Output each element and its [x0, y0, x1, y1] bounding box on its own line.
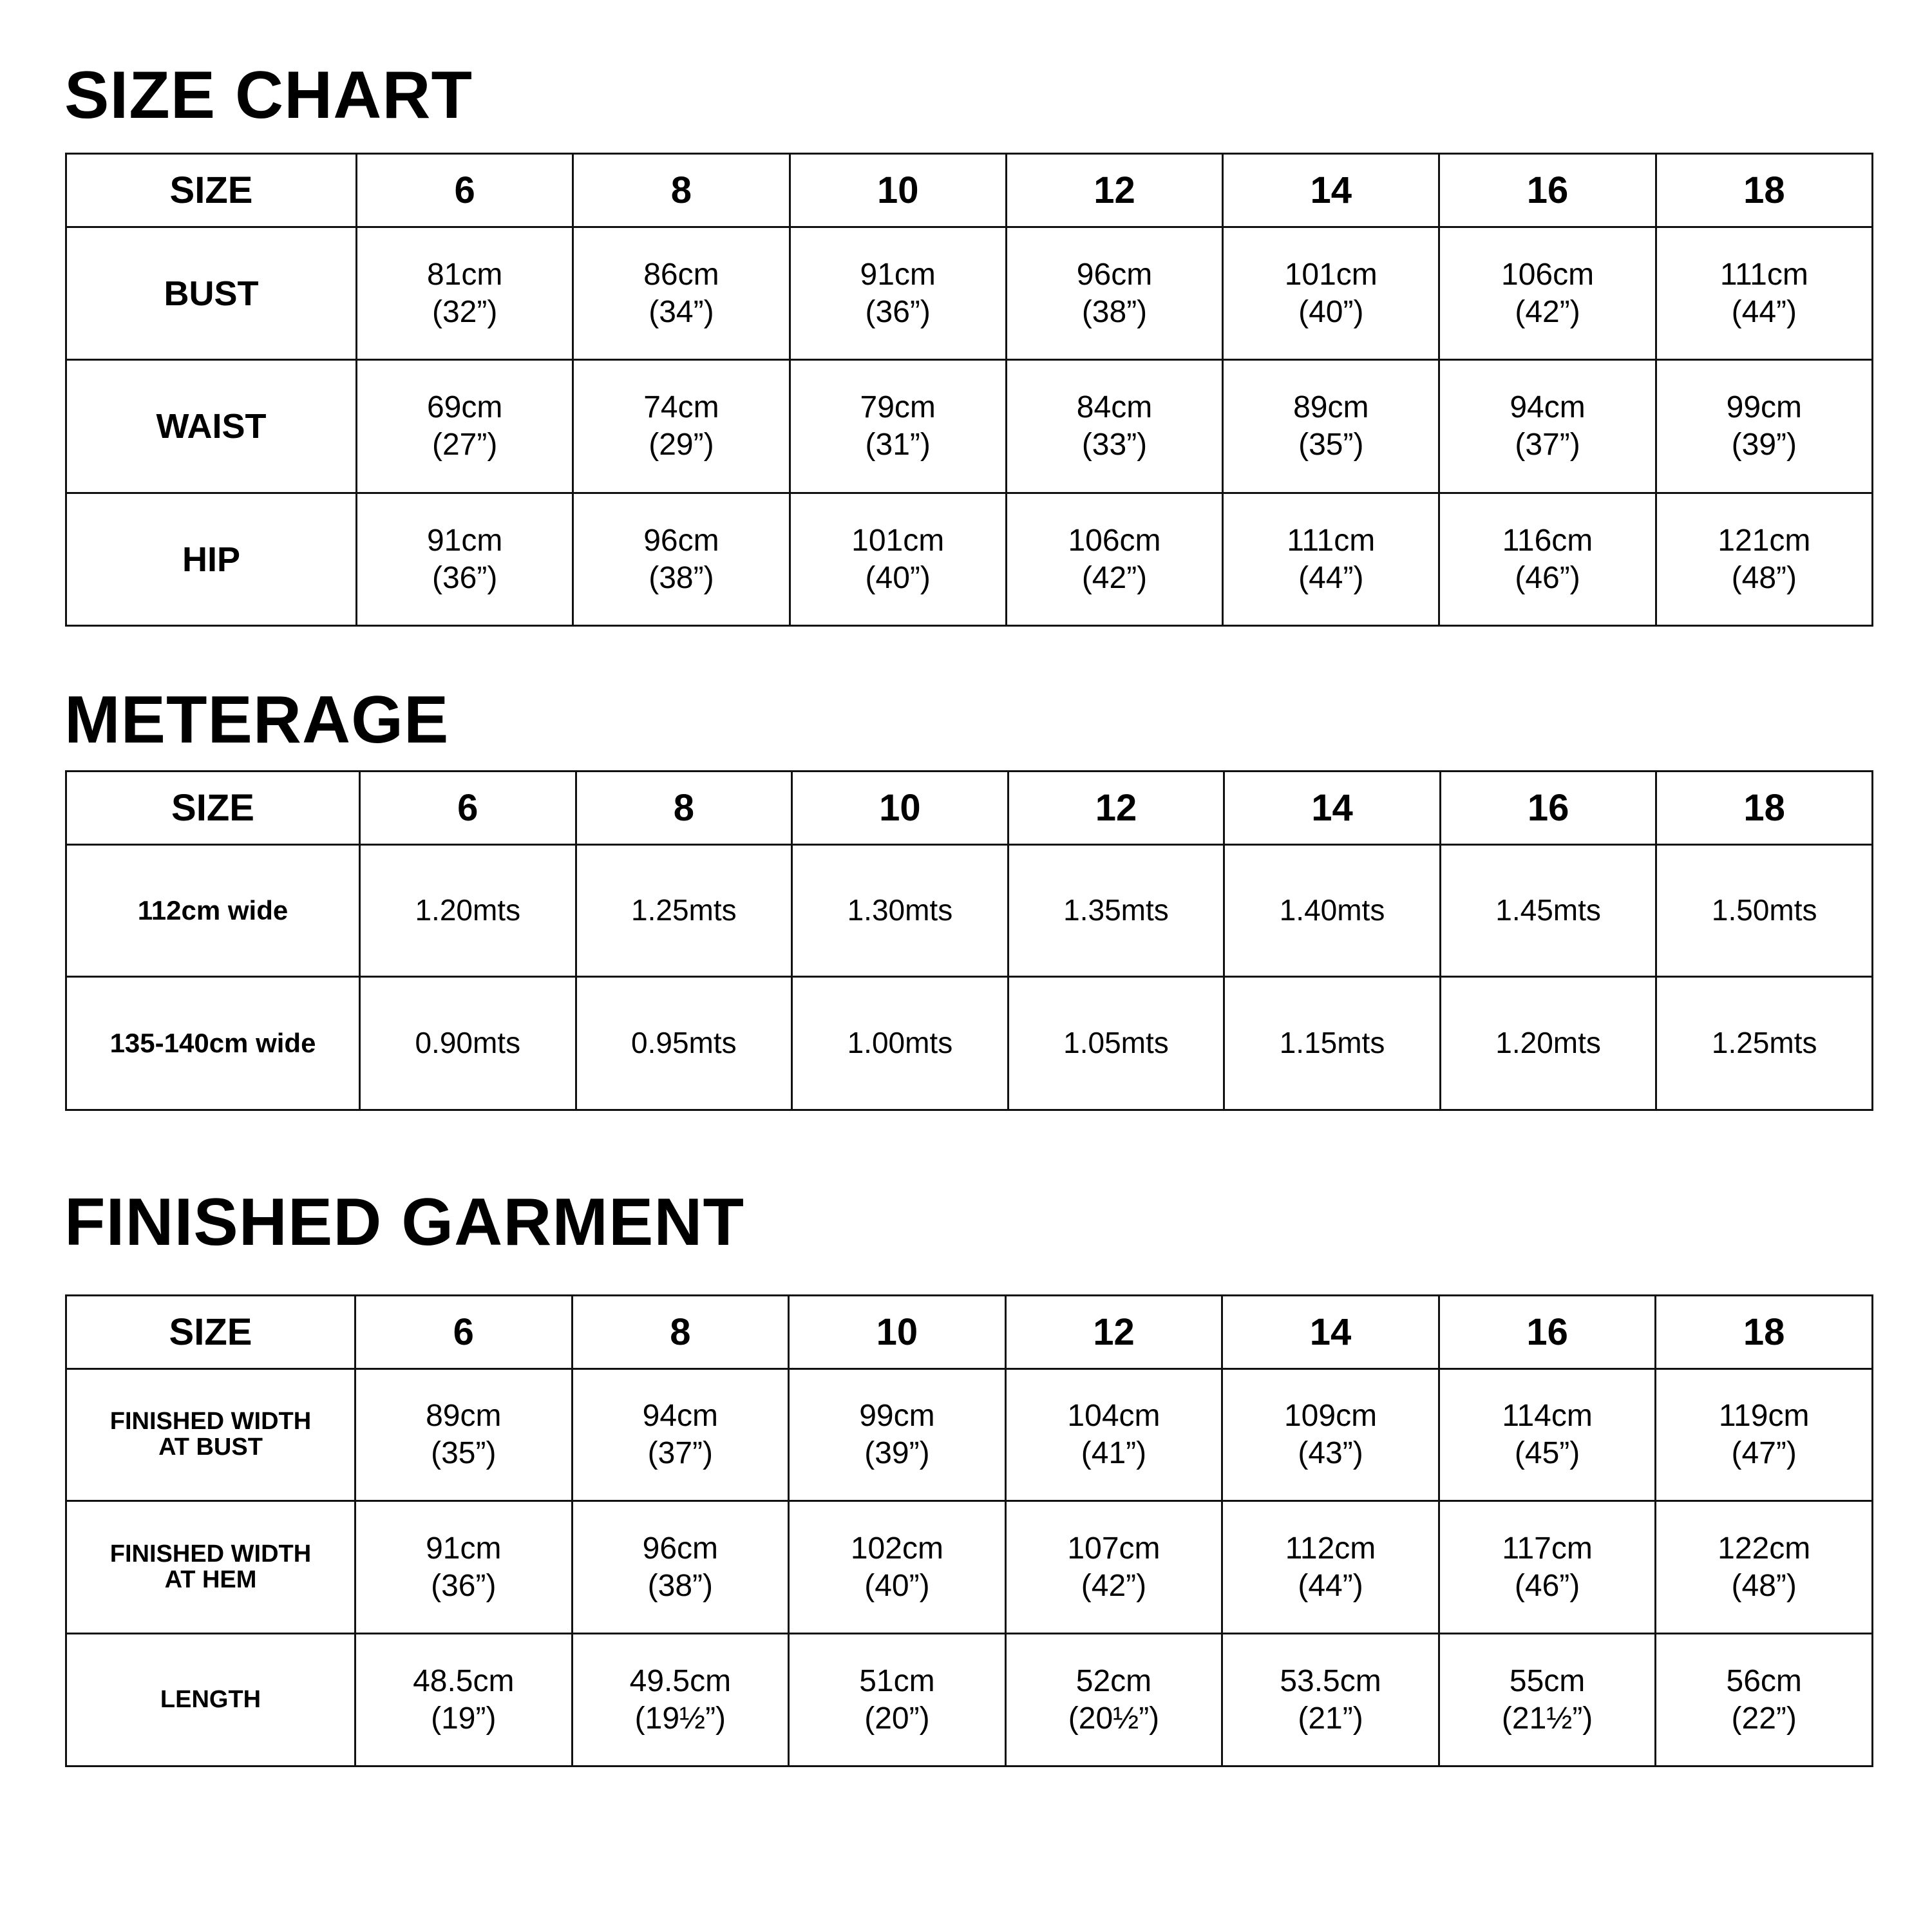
table-cell: 96cm (38”): [572, 1501, 789, 1634]
header-cell-size: SIZE: [66, 1296, 355, 1369]
table-cell: 1.50mts: [1656, 845, 1873, 977]
header-cell-14: 14: [1223, 154, 1439, 227]
table-cell: 96cm (38”): [573, 493, 790, 626]
finished-garment-title: FINISHED GARMENT: [64, 1185, 744, 1260]
table-cell: 117cm (46”): [1439, 1501, 1656, 1634]
size-chart-header-row: [66, 154, 1873, 227]
table-cell: 1.35mts: [1008, 845, 1224, 977]
table-cell: 99cm (39”): [1656, 360, 1872, 493]
header-cell-18: 18: [1656, 772, 1873, 845]
table-cell: 91cm (36”): [355, 1501, 573, 1634]
header-cell-10: 10: [790, 154, 1006, 227]
table-cell: 0.90mts: [360, 977, 576, 1110]
header-cell-16: 16: [1440, 772, 1656, 845]
table-cell: 1.15mts: [1224, 977, 1441, 1110]
table-cell: 84cm (33”): [1006, 360, 1222, 493]
table-cell: 1.30mts: [792, 845, 1009, 977]
header-cell-16: 16: [1439, 1296, 1656, 1369]
table-cell: 111cm (44”): [1223, 493, 1439, 626]
table-cell: 96cm (38”): [1006, 227, 1222, 360]
meterage-title: METERAGE: [64, 683, 450, 757]
row-label-length: LENGTH: [66, 1634, 355, 1766]
table-cell: 55cm (21½”): [1439, 1634, 1656, 1766]
table-row-finished-width-hem: [66, 1501, 1873, 1634]
table-row-hip: [66, 493, 1873, 626]
table-cell: 1.45mts: [1440, 845, 1656, 977]
table-cell: 86cm (34”): [573, 227, 790, 360]
header-cell-12: 12: [1008, 772, 1224, 845]
header-cell-8: 8: [572, 1296, 789, 1369]
row-label-waist: WAIST: [66, 360, 357, 493]
table-row-112cm: [66, 845, 1873, 977]
table-cell: 121cm (48”): [1656, 493, 1872, 626]
header-cell-10: 10: [792, 772, 1009, 845]
table-row-135-140cm: [66, 977, 1873, 1110]
row-label-finished-width-at-hem: FINISHED WIDTH AT HEM: [66, 1501, 355, 1634]
table-cell: 116cm (46”): [1439, 493, 1656, 626]
header-cell-18: 18: [1656, 1296, 1873, 1369]
meterage-header-row: [66, 772, 1873, 845]
table-cell: 112cm (44”): [1222, 1501, 1439, 1634]
table-cell: 1.40mts: [1224, 845, 1441, 977]
table-row-waist: [66, 360, 1873, 493]
table-cell: 91cm (36”): [357, 493, 573, 626]
table-cell: 104cm (41”): [1005, 1369, 1222, 1501]
header-cell-size: SIZE: [66, 772, 360, 845]
table-cell: 91cm (36”): [790, 227, 1006, 360]
finished-garment-table: [65, 1294, 1873, 1767]
table-cell: 109cm (43”): [1222, 1369, 1439, 1501]
table-cell: 81cm (32”): [357, 227, 573, 360]
table-cell: 102cm (40”): [789, 1501, 1006, 1634]
table-cell: 79cm (31”): [790, 360, 1006, 493]
table-cell: 53.5cm (21”): [1222, 1634, 1439, 1766]
table-cell: 107cm (42”): [1005, 1501, 1222, 1634]
header-cell-6: 6: [360, 772, 576, 845]
table-cell: 1.20mts: [1440, 977, 1656, 1110]
table-cell: 94cm (37”): [1439, 360, 1656, 493]
table-row-length: [66, 1634, 1873, 1766]
table-row-bust: [66, 227, 1873, 360]
header-cell-16: 16: [1439, 154, 1656, 227]
table-cell: 1.00mts: [792, 977, 1009, 1110]
table-cell: 74cm (29”): [573, 360, 790, 493]
table-cell: 89cm (35”): [1223, 360, 1439, 493]
row-label-135-140cm-wide: 135-140cm wide: [66, 977, 360, 1110]
meterage-table: [65, 770, 1873, 1111]
table-cell: 89cm (35”): [355, 1369, 573, 1501]
table-cell: 69cm (27”): [357, 360, 573, 493]
table-cell: 0.95mts: [576, 977, 792, 1110]
size-chart-title: SIZE CHART: [64, 58, 473, 133]
finished-garment-header-row: [66, 1296, 1873, 1369]
header-cell-size: SIZE: [66, 154, 357, 227]
header-cell-14: 14: [1222, 1296, 1439, 1369]
header-cell-14: 14: [1224, 772, 1441, 845]
size-chart-table: [65, 153, 1873, 627]
header-cell-12: 12: [1006, 154, 1222, 227]
table-cell: 49.5cm (19½”): [572, 1634, 789, 1766]
table-cell: 1.20mts: [360, 845, 576, 977]
header-cell-18: 18: [1656, 154, 1872, 227]
table-cell: 52cm (20½”): [1005, 1634, 1222, 1766]
table-cell: 94cm (37”): [572, 1369, 789, 1501]
table-cell: 1.25mts: [1656, 977, 1873, 1110]
row-label-112cm-wide: 112cm wide: [66, 845, 360, 977]
table-cell: 48.5cm (19”): [355, 1634, 573, 1766]
header-cell-8: 8: [576, 772, 792, 845]
row-label-finished-width-at-bust: FINISHED WIDTH AT BUST: [66, 1369, 355, 1501]
header-cell-12: 12: [1005, 1296, 1222, 1369]
header-cell-6: 6: [355, 1296, 573, 1369]
table-cell: 101cm (40”): [1223, 227, 1439, 360]
table-row-finished-width-bust: [66, 1369, 1873, 1501]
table-cell: 51cm (20”): [789, 1634, 1006, 1766]
row-label-bust: BUST: [66, 227, 357, 360]
table-cell: 1.25mts: [576, 845, 792, 977]
header-cell-10: 10: [789, 1296, 1006, 1369]
table-cell: 106cm (42”): [1439, 227, 1656, 360]
table-cell: 122cm (48”): [1656, 1501, 1873, 1634]
table-cell: 56cm (22”): [1656, 1634, 1873, 1766]
header-cell-8: 8: [573, 154, 790, 227]
table-cell: 106cm (42”): [1006, 493, 1222, 626]
row-label-hip: HIP: [66, 493, 357, 626]
table-cell: 119cm (47”): [1656, 1369, 1873, 1501]
header-cell-6: 6: [357, 154, 573, 227]
table-cell: 114cm (45”): [1439, 1369, 1656, 1501]
table-cell: 99cm (39”): [789, 1369, 1006, 1501]
table-cell: 101cm (40”): [790, 493, 1006, 626]
table-cell: 1.05mts: [1008, 977, 1224, 1110]
table-cell: 111cm (44”): [1656, 227, 1872, 360]
